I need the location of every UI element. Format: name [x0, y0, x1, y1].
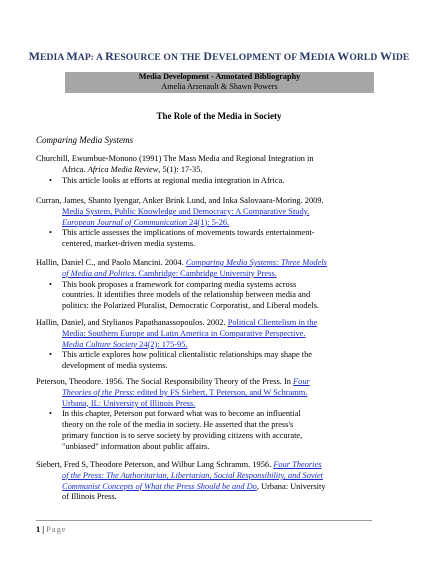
- annotation-item: [36, 228, 376, 250]
- citation-link[interactable]: [62, 482, 257, 491]
- annotation-list: [36, 350, 376, 372]
- banner-authors: Amelia Arsenault & Shawn Powers: [161, 82, 278, 91]
- title-part: D: [203, 49, 213, 63]
- bibliography-entry: [36, 154, 376, 186]
- citation-line: of Illinois Press.: [62, 492, 117, 502]
- page-number: 1: [36, 525, 41, 534]
- citation-line: [36, 399, 376, 410]
- title-part: AP: [77, 52, 91, 63]
- annotation-text: This article looks at efforts at regional media integration in Africa.: [62, 175, 285, 185]
- title-part: M: [299, 49, 311, 63]
- citation-link[interactable]: [273, 460, 321, 469]
- book-title: of the Press: The Authoritarian, Libertarian, Social Responsibility, and Soviet: [62, 470, 324, 480]
- annotation-text: primary function is to serve society by providing citizens with accurate,: [62, 430, 303, 440]
- citation-line: Curran, James, Shanto Iyengar, Anker Brink Lund, and Inka Salovaara-Moring. 2009.: [36, 196, 324, 205]
- title-part: ORLD: [349, 52, 380, 63]
- annotation-list: [36, 228, 376, 250]
- title-part: : A: [90, 52, 106, 63]
- annotation-text: politics: the Polarized Pluralist, Democratic Corporatist, and Liberal models.: [62, 301, 320, 311]
- title-part: R: [105, 49, 114, 63]
- citation-line: [36, 218, 376, 229]
- bibliography-entry: [36, 460, 376, 503]
- citation-text: , Urbana: University: [256, 481, 326, 491]
- bullet-icon: •: [49, 228, 52, 238]
- citation-link[interactable]: [62, 218, 229, 227]
- page-label: Page: [46, 525, 67, 534]
- title-part: IDE: [392, 52, 410, 63]
- annotation-text: This article assesses the implications of movements towards entertainment-: [62, 228, 315, 238]
- bibliography-entry: [36, 258, 376, 312]
- citation-text: , 5(1): 17-35.: [158, 164, 203, 174]
- annotation-item: [36, 176, 376, 187]
- citation-line: [36, 388, 376, 399]
- citation-line: [36, 482, 376, 493]
- citation-text: Peterson, Theodore. 1956. The Social Responsibility Theory of the Press. In: [36, 377, 294, 386]
- annotation-text: This article explores how political clientalistic relationships may shape the: [62, 350, 313, 360]
- book-title: Theories of the Press: [62, 387, 133, 397]
- citation-line: [36, 329, 376, 340]
- annotation-text: theory on the role of the media in society. He asserted that the press's: [62, 420, 294, 430]
- annotation-text: In this chapter, Peterson put forward what was to become an influential: [62, 409, 301, 419]
- title-part: ESOURCE ON THE: [113, 52, 204, 63]
- document-header-title: [0, 49, 438, 64]
- citation-link[interactable]: [62, 269, 277, 278]
- annotation-text: This book proposes a framework for comparing media systems across: [62, 279, 297, 289]
- citation-line: Churchill, Ewumbue-Monono (1991) The Mass Media and Regional Integration in: [36, 154, 314, 163]
- annotation-item: [36, 350, 376, 372]
- citation-line: [36, 269, 376, 280]
- book-title: Four Theories: [273, 460, 322, 469]
- citation-link[interactable]: Political Clientelism in the: [227, 318, 318, 327]
- citation-line: [36, 340, 376, 351]
- title-part: W: [337, 49, 350, 63]
- annotation-text: centered, market-driven media systems.: [62, 239, 196, 249]
- citation-line: [36, 460, 376, 471]
- bibliography-banner: [65, 72, 374, 93]
- citation-link[interactable]: [62, 340, 188, 349]
- journal-title: European Journal of Communication: [62, 217, 188, 227]
- footer-divider: [36, 520, 372, 521]
- citation-link[interactable]: [62, 471, 323, 480]
- book-title: Communist Concepts of What the Press Should be and Do: [62, 481, 257, 491]
- bibliography-entry: [36, 318, 376, 372]
- title-part: EDIA: [310, 52, 338, 63]
- citation-text: 24(2): 175-95.: [137, 339, 188, 349]
- citation-link[interactable]: Urbana, IL: University of Illinois Press.: [62, 398, 196, 408]
- page-footer: [36, 525, 67, 534]
- annotation-text: countries. It identifies three models of the relationship between media and: [62, 290, 311, 300]
- annotation-list: [36, 280, 376, 312]
- book-title: of Media and Politics: [62, 268, 135, 278]
- annotation-list: [36, 176, 376, 187]
- banner-title: Media Development - Annotated Bibliography: [138, 72, 301, 81]
- title-part: W: [379, 49, 393, 63]
- citation-link[interactable]: [293, 377, 310, 386]
- citation-link[interactable]: Media System, Public Knowledge and Democracy: A Comparative Study.: [62, 206, 310, 216]
- book-title: Comparing Media Systems: Three Models: [185, 258, 327, 267]
- citation-line: [36, 165, 376, 176]
- title-part: EDIA: [40, 52, 67, 63]
- subsection-title: Comparing Media Systems: [36, 135, 133, 145]
- citation-line: [36, 207, 376, 218]
- bibliography-entry: [36, 377, 376, 453]
- bullet-icon: •: [49, 409, 52, 419]
- bibliography-entry: [36, 196, 376, 250]
- citation-text: 24(1): 5-26.: [187, 217, 230, 227]
- citation-text: Hallin, Daniel, and Stylianos Papathanassopoulos. 2002.: [36, 318, 228, 327]
- citation-text: . Cambridge: Cambridge University Press.: [134, 268, 277, 278]
- annotation-item: [36, 409, 376, 452]
- citation-line: [36, 471, 376, 482]
- bullet-icon: •: [49, 175, 52, 185]
- annotation-list: [36, 409, 376, 452]
- citation-text: Africa.: [62, 164, 88, 174]
- annotation-item: [36, 280, 376, 312]
- citation-line: [36, 318, 376, 329]
- footer-separator: |: [40, 525, 47, 534]
- bullet-icon: •: [49, 350, 52, 360]
- citation-text: Hallin, Daniel C., and Paolo Mancini. 2004.: [36, 258, 186, 267]
- bullet-icon: •: [49, 279, 52, 289]
- citation-line: [36, 377, 376, 388]
- citation-link[interactable]: [62, 388, 307, 397]
- citation-line: [36, 258, 376, 269]
- citation-link[interactable]: Media: Southern Europe and Latin America in Comparative Perspective.: [62, 328, 306, 338]
- journal-title: Africa Media Review: [87, 164, 159, 174]
- annotation-text: development of media systems.: [62, 361, 168, 371]
- annotation-text: "unbiased" information about public affairs.: [62, 441, 210, 451]
- title-part: M: [66, 49, 78, 63]
- book-title: Four: [293, 377, 310, 386]
- title-part: M: [28, 49, 40, 63]
- citation-text: : edited by FS Siebert, T Peterson, and W Schramm.: [132, 387, 308, 397]
- citation-text: Siebert, Fred S, Theodore Peterson, and Wilbur Lang Schramm. 1956.: [36, 460, 274, 469]
- journal-title: Media Culture Society: [62, 339, 138, 349]
- title-part: EVELOPMENT OF: [212, 52, 300, 63]
- citation-link[interactable]: [186, 258, 327, 267]
- section-title: The Role of the Media in Society: [156, 111, 282, 121]
